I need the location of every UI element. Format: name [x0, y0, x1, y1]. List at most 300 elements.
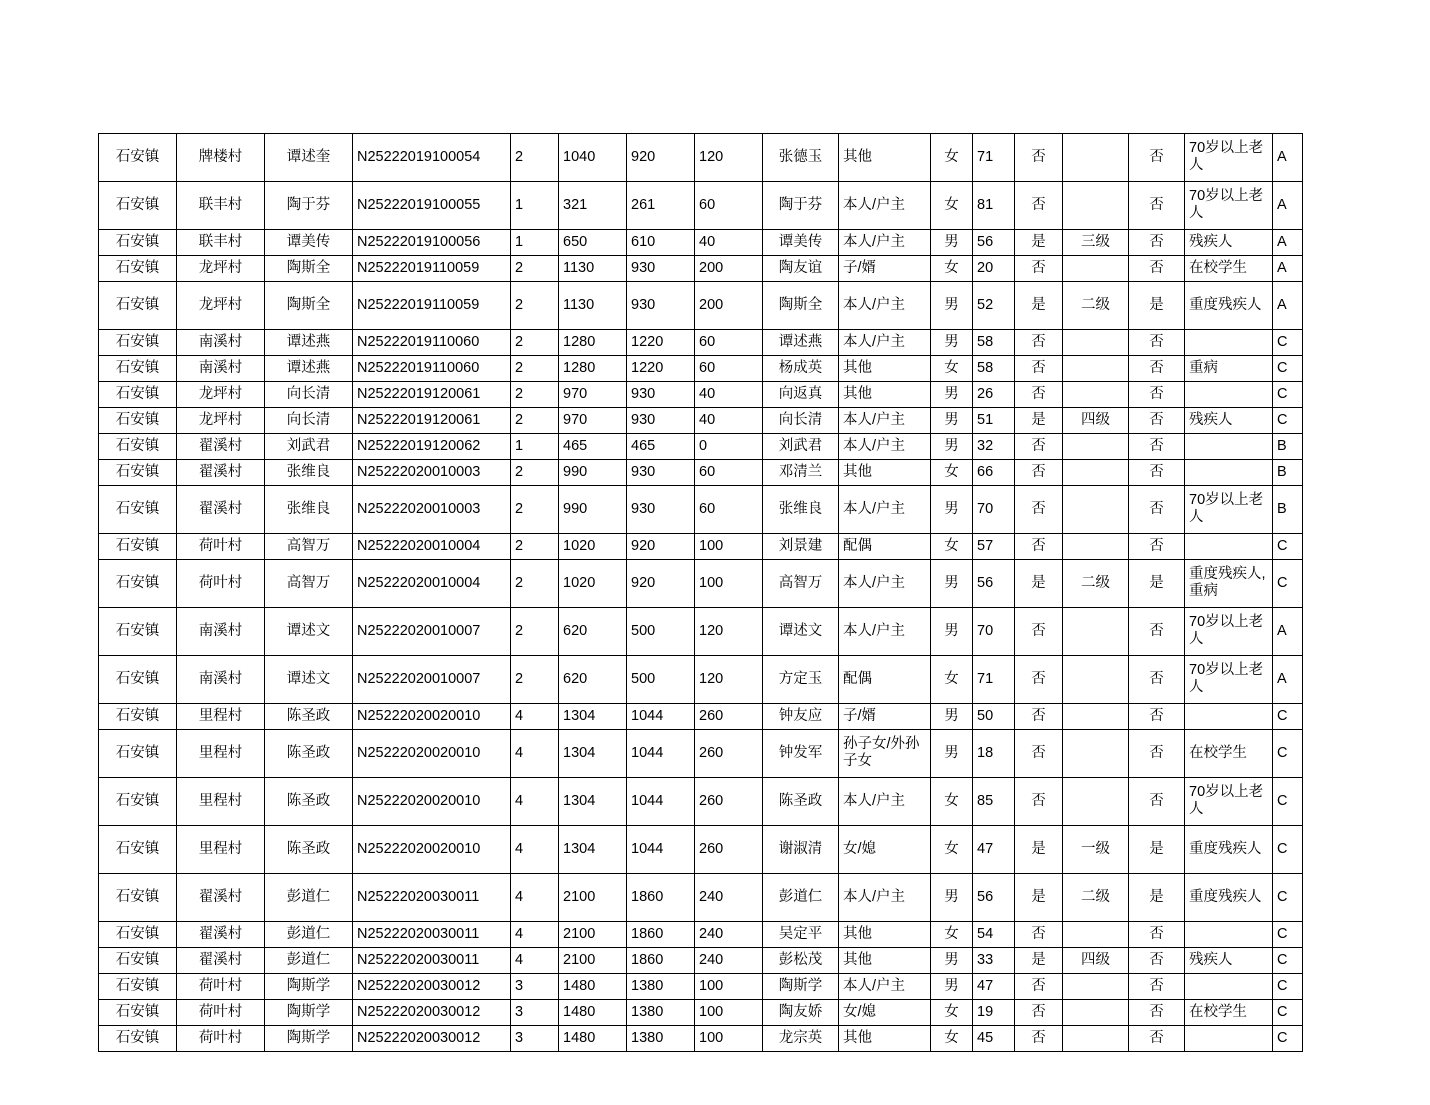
cell-household-code[interactable]: N25222019110060: [353, 356, 511, 382]
cell-age[interactable]: 18: [973, 730, 1015, 778]
cell-family-size[interactable]: 4: [511, 730, 559, 778]
cell-amount-b[interactable]: 100: [695, 1000, 763, 1026]
cell-town[interactable]: 石安镇: [99, 330, 177, 356]
cell-member-name[interactable]: 彭松茂: [763, 948, 839, 974]
cell-town[interactable]: 石安镇: [99, 282, 177, 330]
cell-flag-disabled[interactable]: 否: [1015, 134, 1063, 182]
cell-flag-disabled[interactable]: 否: [1015, 608, 1063, 656]
cell-household-code[interactable]: N25222019100056: [353, 230, 511, 256]
cell-gender[interactable]: 男: [931, 560, 973, 608]
cell-village[interactable]: 龙坪村: [177, 408, 265, 434]
cell-member-name[interactable]: 谭述文: [763, 608, 839, 656]
cell-gender[interactable]: 女: [931, 1026, 973, 1052]
cell-disability-level[interactable]: [1063, 182, 1129, 230]
cell-gender[interactable]: 女: [931, 1000, 973, 1026]
cell-amount-b[interactable]: 240: [695, 874, 763, 922]
cell-grade[interactable]: A: [1273, 608, 1303, 656]
cell-relation[interactable]: 其他: [839, 948, 931, 974]
cell-note[interactable]: 70岁以上老人: [1185, 656, 1273, 704]
cell-flag-severe[interactable]: 否: [1129, 356, 1185, 382]
cell-amount-total[interactable]: 970: [559, 408, 627, 434]
cell-flag-disabled[interactable]: 否: [1015, 256, 1063, 282]
table-row[interactable]: [99, 182, 1303, 230]
cell-age[interactable]: 54: [973, 922, 1015, 948]
table-row[interactable]: [99, 230, 1303, 256]
cell-note[interactable]: 70岁以上老人: [1185, 182, 1273, 230]
cell-member-name[interactable]: 陶友娇: [763, 1000, 839, 1026]
cell-amount-total[interactable]: 990: [559, 486, 627, 534]
cell-household-head[interactable]: 陶斯全: [265, 282, 353, 330]
cell-amount-a[interactable]: 930: [627, 460, 695, 486]
cell-amount-b[interactable]: 100: [695, 534, 763, 560]
cell-amount-b[interactable]: 40: [695, 382, 763, 408]
table-row[interactable]: [99, 534, 1303, 560]
cell-village[interactable]: 荷叶村: [177, 1026, 265, 1052]
cell-gender[interactable]: 男: [931, 974, 973, 1000]
cell-age[interactable]: 33: [973, 948, 1015, 974]
cell-town[interactable]: 石安镇: [99, 408, 177, 434]
table-row[interactable]: [99, 460, 1303, 486]
cell-gender[interactable]: 女: [931, 356, 973, 382]
cell-amount-total[interactable]: 321: [559, 182, 627, 230]
cell-family-size[interactable]: 2: [511, 656, 559, 704]
cell-member-name[interactable]: 邓清兰: [763, 460, 839, 486]
cell-grade[interactable]: A: [1273, 134, 1303, 182]
cell-amount-a[interactable]: 1380: [627, 974, 695, 1000]
cell-disability-level[interactable]: 二级: [1063, 874, 1129, 922]
cell-disability-level[interactable]: [1063, 382, 1129, 408]
cell-household-head[interactable]: 彭道仁: [265, 922, 353, 948]
cell-gender[interactable]: 男: [931, 408, 973, 434]
table-row[interactable]: [99, 356, 1303, 382]
cell-flag-severe[interactable]: 是: [1129, 282, 1185, 330]
table-row[interactable]: [99, 948, 1303, 974]
cell-flag-disabled[interactable]: 是: [1015, 874, 1063, 922]
cell-household-head[interactable]: 高智万: [265, 560, 353, 608]
cell-grade[interactable]: C: [1273, 922, 1303, 948]
cell-gender[interactable]: 男: [931, 434, 973, 460]
cell-household-code[interactable]: N25222020020010: [353, 704, 511, 730]
cell-village[interactable]: 南溪村: [177, 356, 265, 382]
cell-flag-severe[interactable]: 否: [1129, 656, 1185, 704]
cell-amount-a[interactable]: 930: [627, 408, 695, 434]
cell-grade[interactable]: C: [1273, 356, 1303, 382]
cell-amount-a[interactable]: 930: [627, 486, 695, 534]
cell-note[interactable]: 70岁以上老人: [1185, 608, 1273, 656]
cell-grade[interactable]: C: [1273, 382, 1303, 408]
cell-disability-level[interactable]: [1063, 922, 1129, 948]
cell-relation[interactable]: 其他: [839, 1026, 931, 1052]
cell-gender[interactable]: 男: [931, 874, 973, 922]
cell-amount-b[interactable]: 60: [695, 486, 763, 534]
cell-flag-disabled[interactable]: 否: [1015, 356, 1063, 382]
cell-amount-a[interactable]: 1044: [627, 826, 695, 874]
cell-flag-severe[interactable]: 否: [1129, 608, 1185, 656]
cell-amount-b[interactable]: 40: [695, 408, 763, 434]
cell-member-name[interactable]: 陶于芬: [763, 182, 839, 230]
cell-grade[interactable]: A: [1273, 656, 1303, 704]
cell-household-code[interactable]: N25222019110059: [353, 282, 511, 330]
cell-grade[interactable]: C: [1273, 560, 1303, 608]
cell-note[interactable]: 残疾人: [1185, 948, 1273, 974]
cell-household-code[interactable]: N25222020010004: [353, 560, 511, 608]
table-row[interactable]: [99, 134, 1303, 182]
cell-household-code[interactable]: N25222019120062: [353, 434, 511, 460]
cell-disability-level[interactable]: [1063, 330, 1129, 356]
table-row[interactable]: [99, 434, 1303, 460]
cell-member-name[interactable]: 向返真: [763, 382, 839, 408]
cell-member-name[interactable]: 刘景建: [763, 534, 839, 560]
cell-town[interactable]: 石安镇: [99, 704, 177, 730]
cell-household-code[interactable]: N25222019100055: [353, 182, 511, 230]
cell-age[interactable]: 71: [973, 134, 1015, 182]
cell-note[interactable]: [1185, 922, 1273, 948]
cell-disability-level[interactable]: [1063, 730, 1129, 778]
cell-grade[interactable]: A: [1273, 230, 1303, 256]
cell-amount-a[interactable]: 1044: [627, 778, 695, 826]
table-row[interactable]: [99, 826, 1303, 874]
cell-relation[interactable]: 本人/户主: [839, 230, 931, 256]
cell-household-head[interactable]: 陈圣政: [265, 778, 353, 826]
cell-village[interactable]: 龙坪村: [177, 282, 265, 330]
cell-household-code[interactable]: N25222020030011: [353, 922, 511, 948]
cell-relation[interactable]: 配偶: [839, 656, 931, 704]
cell-amount-a[interactable]: 930: [627, 256, 695, 282]
table-row[interactable]: [99, 608, 1303, 656]
cell-amount-a[interactable]: 1860: [627, 948, 695, 974]
cell-note[interactable]: [1185, 460, 1273, 486]
cell-amount-b[interactable]: 260: [695, 704, 763, 730]
cell-gender[interactable]: 女: [931, 534, 973, 560]
cell-relation[interactable]: 本人/户主: [839, 182, 931, 230]
cell-note[interactable]: [1185, 330, 1273, 356]
cell-note[interactable]: 在校学生: [1185, 1000, 1273, 1026]
cell-amount-total[interactable]: 1480: [559, 1000, 627, 1026]
cell-village[interactable]: 荷叶村: [177, 560, 265, 608]
cell-household-head[interactable]: 陈圣政: [265, 730, 353, 778]
cell-household-head[interactable]: 向长清: [265, 408, 353, 434]
cell-gender[interactable]: 男: [931, 330, 973, 356]
cell-village[interactable]: 龙坪村: [177, 382, 265, 408]
cell-village[interactable]: 联丰村: [177, 182, 265, 230]
cell-village[interactable]: 荷叶村: [177, 534, 265, 560]
cell-flag-disabled[interactable]: 是: [1015, 826, 1063, 874]
cell-disability-level[interactable]: [1063, 1026, 1129, 1052]
cell-flag-severe[interactable]: 否: [1129, 1026, 1185, 1052]
cell-town[interactable]: 石安镇: [99, 778, 177, 826]
cell-flag-disabled[interactable]: 是: [1015, 560, 1063, 608]
cell-member-name[interactable]: 张德玉: [763, 134, 839, 182]
cell-age[interactable]: 32: [973, 434, 1015, 460]
cell-village[interactable]: 荷叶村: [177, 974, 265, 1000]
cell-household-code[interactable]: N25222020020010: [353, 730, 511, 778]
cell-amount-a[interactable]: 500: [627, 608, 695, 656]
cell-household-code[interactable]: N25222020030011: [353, 948, 511, 974]
table-row[interactable]: [99, 778, 1303, 826]
cell-age[interactable]: 51: [973, 408, 1015, 434]
cell-flag-severe[interactable]: 否: [1129, 460, 1185, 486]
table-row[interactable]: [99, 486, 1303, 534]
cell-household-head[interactable]: 张维良: [265, 460, 353, 486]
cell-household-code[interactable]: N25222019100054: [353, 134, 511, 182]
cell-town[interactable]: 石安镇: [99, 826, 177, 874]
cell-amount-b[interactable]: 120: [695, 656, 763, 704]
cell-amount-total[interactable]: 1130: [559, 256, 627, 282]
cell-amount-a[interactable]: 1380: [627, 1000, 695, 1026]
cell-grade[interactable]: C: [1273, 1026, 1303, 1052]
cell-note[interactable]: 70岁以上老人: [1185, 778, 1273, 826]
cell-town[interactable]: 石安镇: [99, 922, 177, 948]
cell-amount-total[interactable]: 2100: [559, 922, 627, 948]
cell-flag-disabled[interactable]: 否: [1015, 656, 1063, 704]
cell-village[interactable]: 翟溪村: [177, 874, 265, 922]
cell-flag-disabled[interactable]: 是: [1015, 230, 1063, 256]
cell-grade[interactable]: C: [1273, 948, 1303, 974]
cell-relation[interactable]: 本人/户主: [839, 608, 931, 656]
cell-town[interactable]: 石安镇: [99, 974, 177, 1000]
cell-family-size[interactable]: 2: [511, 560, 559, 608]
cell-amount-b[interactable]: 260: [695, 730, 763, 778]
table-row[interactable]: [99, 282, 1303, 330]
cell-town[interactable]: 石安镇: [99, 534, 177, 560]
table-row[interactable]: [99, 1000, 1303, 1026]
cell-household-code[interactable]: N25222020010003: [353, 460, 511, 486]
cell-disability-level[interactable]: 三级: [1063, 230, 1129, 256]
cell-member-name[interactable]: 陶友谊: [763, 256, 839, 282]
cell-household-code[interactable]: N25222020030011: [353, 874, 511, 922]
cell-member-name[interactable]: 向长清: [763, 408, 839, 434]
cell-grade[interactable]: C: [1273, 730, 1303, 778]
cell-grade[interactable]: C: [1273, 408, 1303, 434]
cell-disability-level[interactable]: [1063, 608, 1129, 656]
cell-household-head[interactable]: 谭述文: [265, 656, 353, 704]
table-row[interactable]: [99, 1026, 1303, 1052]
cell-amount-a[interactable]: 1220: [627, 356, 695, 382]
cell-age[interactable]: 56: [973, 560, 1015, 608]
cell-age[interactable]: 70: [973, 608, 1015, 656]
cell-relation[interactable]: 其他: [839, 356, 931, 382]
cell-age[interactable]: 19: [973, 1000, 1015, 1026]
cell-flag-severe[interactable]: 否: [1129, 330, 1185, 356]
cell-town[interactable]: 石安镇: [99, 460, 177, 486]
cell-family-size[interactable]: 3: [511, 1000, 559, 1026]
cell-amount-total[interactable]: 620: [559, 608, 627, 656]
cell-amount-total[interactable]: 1020: [559, 560, 627, 608]
cell-note[interactable]: [1185, 974, 1273, 1000]
cell-amount-b[interactable]: 60: [695, 330, 763, 356]
cell-amount-a[interactable]: 930: [627, 282, 695, 330]
cell-village[interactable]: 南溪村: [177, 330, 265, 356]
cell-gender[interactable]: 男: [931, 486, 973, 534]
cell-household-code[interactable]: N25222020010007: [353, 608, 511, 656]
cell-amount-b[interactable]: 60: [695, 182, 763, 230]
cell-amount-b[interactable]: 240: [695, 948, 763, 974]
cell-disability-level[interactable]: [1063, 356, 1129, 382]
cell-grade[interactable]: C: [1273, 534, 1303, 560]
cell-village[interactable]: 联丰村: [177, 230, 265, 256]
cell-family-size[interactable]: 1: [511, 182, 559, 230]
cell-disability-level[interactable]: 一级: [1063, 826, 1129, 874]
cell-amount-a[interactable]: 500: [627, 656, 695, 704]
cell-household-head[interactable]: 谭述燕: [265, 356, 353, 382]
cell-relation[interactable]: 本人/户主: [839, 434, 931, 460]
cell-note[interactable]: 残疾人: [1185, 230, 1273, 256]
cell-family-size[interactable]: 2: [511, 608, 559, 656]
cell-household-head[interactable]: 陶斯学: [265, 1026, 353, 1052]
cell-age[interactable]: 26: [973, 382, 1015, 408]
cell-household-code[interactable]: N25222019120061: [353, 382, 511, 408]
cell-relation[interactable]: 女/媳: [839, 826, 931, 874]
cell-grade[interactable]: B: [1273, 460, 1303, 486]
cell-family-size[interactable]: 2: [511, 256, 559, 282]
cell-gender[interactable]: 男: [931, 230, 973, 256]
cell-village[interactable]: 里程村: [177, 778, 265, 826]
cell-gender[interactable]: 女: [931, 656, 973, 704]
cell-family-size[interactable]: 4: [511, 778, 559, 826]
cell-amount-b[interactable]: 100: [695, 974, 763, 1000]
table-row[interactable]: [99, 922, 1303, 948]
cell-flag-severe[interactable]: 否: [1129, 382, 1185, 408]
cell-amount-a[interactable]: 1860: [627, 922, 695, 948]
cell-amount-total[interactable]: 1304: [559, 826, 627, 874]
cell-grade[interactable]: B: [1273, 434, 1303, 460]
cell-household-head[interactable]: 谭述燕: [265, 330, 353, 356]
cell-amount-a[interactable]: 1380: [627, 1026, 695, 1052]
cell-household-head[interactable]: 高智万: [265, 534, 353, 560]
cell-flag-severe[interactable]: 否: [1129, 1000, 1185, 1026]
cell-amount-b[interactable]: 260: [695, 826, 763, 874]
cell-gender[interactable]: 女: [931, 922, 973, 948]
cell-age[interactable]: 56: [973, 874, 1015, 922]
cell-gender[interactable]: 女: [931, 460, 973, 486]
cell-family-size[interactable]: 2: [511, 486, 559, 534]
cell-amount-b[interactable]: 120: [695, 134, 763, 182]
cell-amount-b[interactable]: 60: [695, 460, 763, 486]
cell-flag-severe[interactable]: 否: [1129, 408, 1185, 434]
cell-flag-disabled[interactable]: 否: [1015, 1026, 1063, 1052]
cell-flag-disabled[interactable]: 否: [1015, 704, 1063, 730]
cell-amount-total[interactable]: 1304: [559, 704, 627, 730]
cell-disability-level[interactable]: [1063, 434, 1129, 460]
cell-amount-b[interactable]: 100: [695, 1026, 763, 1052]
cell-flag-disabled[interactable]: 否: [1015, 1000, 1063, 1026]
cell-amount-total[interactable]: 465: [559, 434, 627, 460]
cell-family-size[interactable]: 4: [511, 704, 559, 730]
cell-family-size[interactable]: 2: [511, 460, 559, 486]
cell-family-size[interactable]: 2: [511, 282, 559, 330]
cell-relation[interactable]: 本人/户主: [839, 330, 931, 356]
cell-grade[interactable]: C: [1273, 826, 1303, 874]
cell-relation[interactable]: 本人/户主: [839, 874, 931, 922]
cell-flag-disabled[interactable]: 否: [1015, 382, 1063, 408]
cell-relation[interactable]: 配偶: [839, 534, 931, 560]
cell-member-name[interactable]: 高智万: [763, 560, 839, 608]
cell-note[interactable]: 重病: [1185, 356, 1273, 382]
cell-disability-level[interactable]: [1063, 1000, 1129, 1026]
cell-relation[interactable]: 其他: [839, 134, 931, 182]
cell-town[interactable]: 石安镇: [99, 730, 177, 778]
cell-note[interactable]: 重度残疾人: [1185, 282, 1273, 330]
table-row[interactable]: [99, 256, 1303, 282]
cell-gender[interactable]: 男: [931, 282, 973, 330]
cell-amount-a[interactable]: 920: [627, 134, 695, 182]
cell-grade[interactable]: C: [1273, 704, 1303, 730]
table-row[interactable]: [99, 656, 1303, 704]
cell-member-name[interactable]: 杨成英: [763, 356, 839, 382]
cell-relation[interactable]: 孙子女/外孙子女: [839, 730, 931, 778]
cell-flag-severe[interactable]: 否: [1129, 182, 1185, 230]
cell-flag-disabled[interactable]: 否: [1015, 434, 1063, 460]
cell-family-size[interactable]: 2: [511, 330, 559, 356]
cell-household-code[interactable]: N25222020030012: [353, 1000, 511, 1026]
table-row[interactable]: [99, 874, 1303, 922]
cell-amount-a[interactable]: 1220: [627, 330, 695, 356]
cell-note[interactable]: [1185, 382, 1273, 408]
cell-flag-severe[interactable]: 否: [1129, 434, 1185, 460]
cell-village[interactable]: 南溪村: [177, 656, 265, 704]
cell-amount-total[interactable]: 970: [559, 382, 627, 408]
cell-flag-severe[interactable]: 否: [1129, 534, 1185, 560]
cell-household-code[interactable]: N25222020010004: [353, 534, 511, 560]
table-row[interactable]: [99, 560, 1303, 608]
cell-town[interactable]: 石安镇: [99, 356, 177, 382]
cell-note[interactable]: [1185, 534, 1273, 560]
cell-member-name[interactable]: 钟友应: [763, 704, 839, 730]
cell-flag-severe[interactable]: 是: [1129, 826, 1185, 874]
cell-note[interactable]: [1185, 704, 1273, 730]
table-row[interactable]: [99, 408, 1303, 434]
cell-relation[interactable]: 子/婿: [839, 704, 931, 730]
cell-amount-b[interactable]: 260: [695, 778, 763, 826]
cell-household-head[interactable]: 陈圣政: [265, 704, 353, 730]
cell-relation[interactable]: 本人/户主: [839, 408, 931, 434]
cell-relation[interactable]: 本人/户主: [839, 778, 931, 826]
cell-relation[interactable]: 本人/户主: [839, 560, 931, 608]
cell-gender[interactable]: 男: [931, 730, 973, 778]
cell-flag-severe[interactable]: 否: [1129, 134, 1185, 182]
cell-flag-disabled[interactable]: 否: [1015, 182, 1063, 230]
cell-flag-severe[interactable]: 否: [1129, 974, 1185, 1000]
cell-village[interactable]: 翟溪村: [177, 486, 265, 534]
cell-amount-total[interactable]: 2100: [559, 948, 627, 974]
cell-flag-severe[interactable]: 否: [1129, 704, 1185, 730]
cell-flag-severe[interactable]: 否: [1129, 730, 1185, 778]
table-row[interactable]: [99, 730, 1303, 778]
cell-amount-a[interactable]: 610: [627, 230, 695, 256]
cell-gender[interactable]: 男: [931, 382, 973, 408]
cell-age[interactable]: 58: [973, 330, 1015, 356]
cell-household-code[interactable]: N25222019110059: [353, 256, 511, 282]
cell-household-head[interactable]: 张维良: [265, 486, 353, 534]
cell-disability-level[interactable]: [1063, 778, 1129, 826]
cell-age[interactable]: 70: [973, 486, 1015, 534]
cell-amount-total[interactable]: 1280: [559, 330, 627, 356]
cell-age[interactable]: 66: [973, 460, 1015, 486]
cell-grade[interactable]: C: [1273, 1000, 1303, 1026]
cell-family-size[interactable]: 4: [511, 826, 559, 874]
cell-disability-level[interactable]: 四级: [1063, 408, 1129, 434]
cell-household-head[interactable]: 彭道仁: [265, 874, 353, 922]
cell-town[interactable]: 石安镇: [99, 608, 177, 656]
cell-member-name[interactable]: 龙宗英: [763, 1026, 839, 1052]
cell-town[interactable]: 石安镇: [99, 1000, 177, 1026]
cell-disability-level[interactable]: 二级: [1063, 560, 1129, 608]
cell-town[interactable]: 石安镇: [99, 874, 177, 922]
cell-household-head[interactable]: 陶斯全: [265, 256, 353, 282]
cell-grade[interactable]: C: [1273, 330, 1303, 356]
cell-gender[interactable]: 女: [931, 826, 973, 874]
cell-amount-total[interactable]: 1480: [559, 1026, 627, 1052]
